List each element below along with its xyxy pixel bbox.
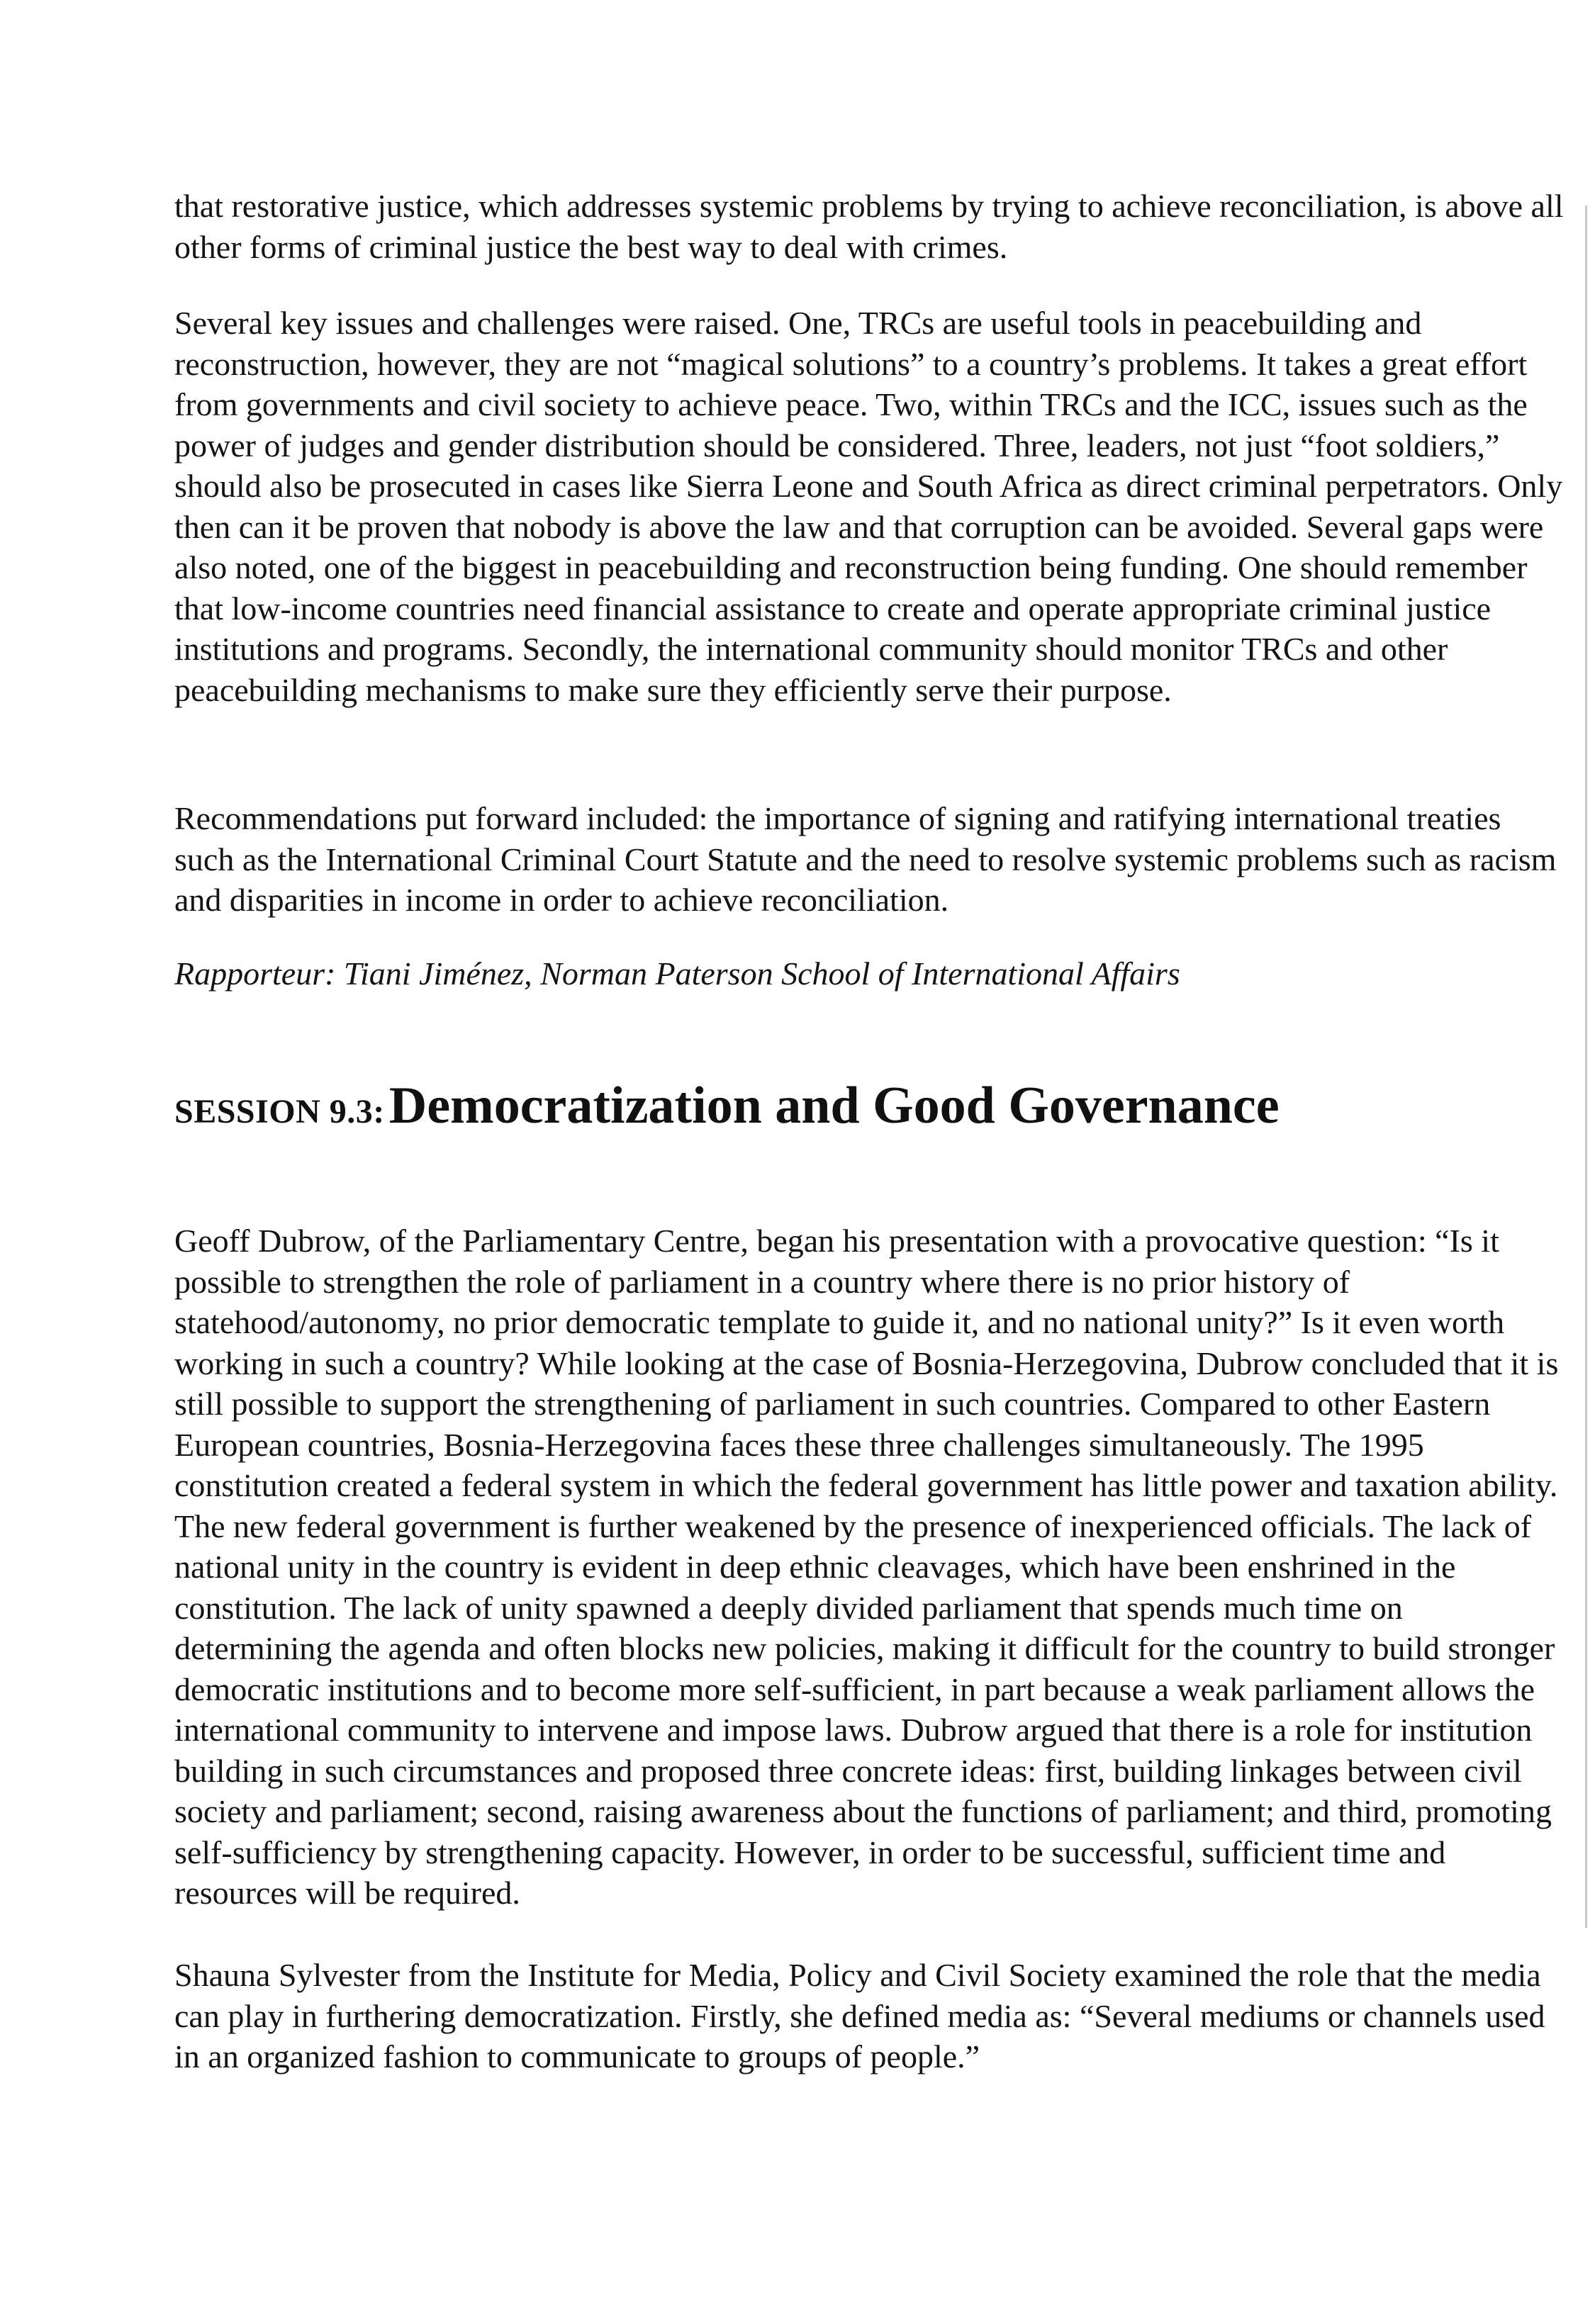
session-title: Democratization and Good Governance — [388, 1077, 1280, 1135]
scan-edge-line — [1585, 206, 1587, 1928]
session-heading — [174, 1076, 1564, 1136]
paragraph-sylvester: Shauna Sylvester from the Institute for Media, Policy and Civil Society examined the role that the media can play in furthering democratization. Firstly, she defined media as: “Several mediums or channels used in an organized fashion to communicate to groups of people.” — [174, 1957, 1545, 2075]
session-number: SESSION 9.3: — [174, 1093, 385, 1130]
rapporteur-credit: Rapporteur: Tiani Jiménez, Norman Paterson School of International Affairs — [174, 955, 1180, 992]
paragraph-recommendations: Recommendations put forward included: the importance of signing and ratifying international treaties such as the International Criminal Court Statute and the need to resolve systemic problems such as racism and disparities in income in order to achieve reconciliation. — [174, 800, 1557, 918]
paragraph-restorative-justice: that restorative justice, which addresses systemic problems by trying to achieve reconciliation, is above all other forms of criminal justice the best way to deal with crimes. — [174, 188, 1564, 265]
paragraph-key-issues: Several key issues and challenges were raised. One, TRCs are useful tools in peacebuilding and reconstruction, however, they are not “magical solutions” to a country’s problems. It takes a great effort from governments and civil society to achieve peace. Two, within TRCs and the ICC, issues such as the power of judges and gender distribution should be considered. Three, leaders, not just “foot soldiers,” should also be prosecuted in cases like Sierra Leone and South Africa as direct criminal perpetrators. Only then can it be proven that nobody is above the law and that corruption can be avoided. Several gaps were also noted, one of the biggest in peacebuilding and reconstruction being funding. One should remember that low-income countries need financial assistance to create and operate appropriate criminal justice institutions and programs. Secondly, the international community should monitor TRCs and other peacebuilding mechanisms to make sure they efficiently serve their purpose. — [174, 305, 1563, 708]
paragraph-dubrow: Geoff Dubrow, of the Parliamentary Centre, began his presentation with a provocative question: “Is it possible to strengthen the role of parliament in a country where there is no prior history of statehood/autonomy, no prior democratic template to guide it, and no national unity?” Is it even worth working in such a country? While looking at the case of Bosnia-Herzegovina, Dubrow concluded that it is still possible to support the strengthening of parliament in such countries. Compared to other Eastern European countries, Bosnia-Herzegovina faces these three challenges simultaneously. The 1995 constitution created a federal system in which the federal government has little power and taxation ability. The new federal government is further weakened by the presence of inexperienced officials. The lack of national unity in the country is evident in deep ethnic cleavages, which have been enshrined in the constitution. The lack of unity spawned a deeply divided parliament that spends much time on determining the agenda and often blocks new policies, making it difficult for the country to build stronger democratic institutions and to become more self-sufficient, in part because a weak parliament allows the international community to intervene and impose laws. Dubrow argued that there is a role for institution building in such circumstances and proposed three concrete ideas: first, building linkages between civil society and parliament; second, raising awareness about the functions of parliament; and third, promoting self-sufficiency by strengthening capacity. However, in order to be successful, sufficient time and resources will be required. — [174, 1223, 1559, 1911]
